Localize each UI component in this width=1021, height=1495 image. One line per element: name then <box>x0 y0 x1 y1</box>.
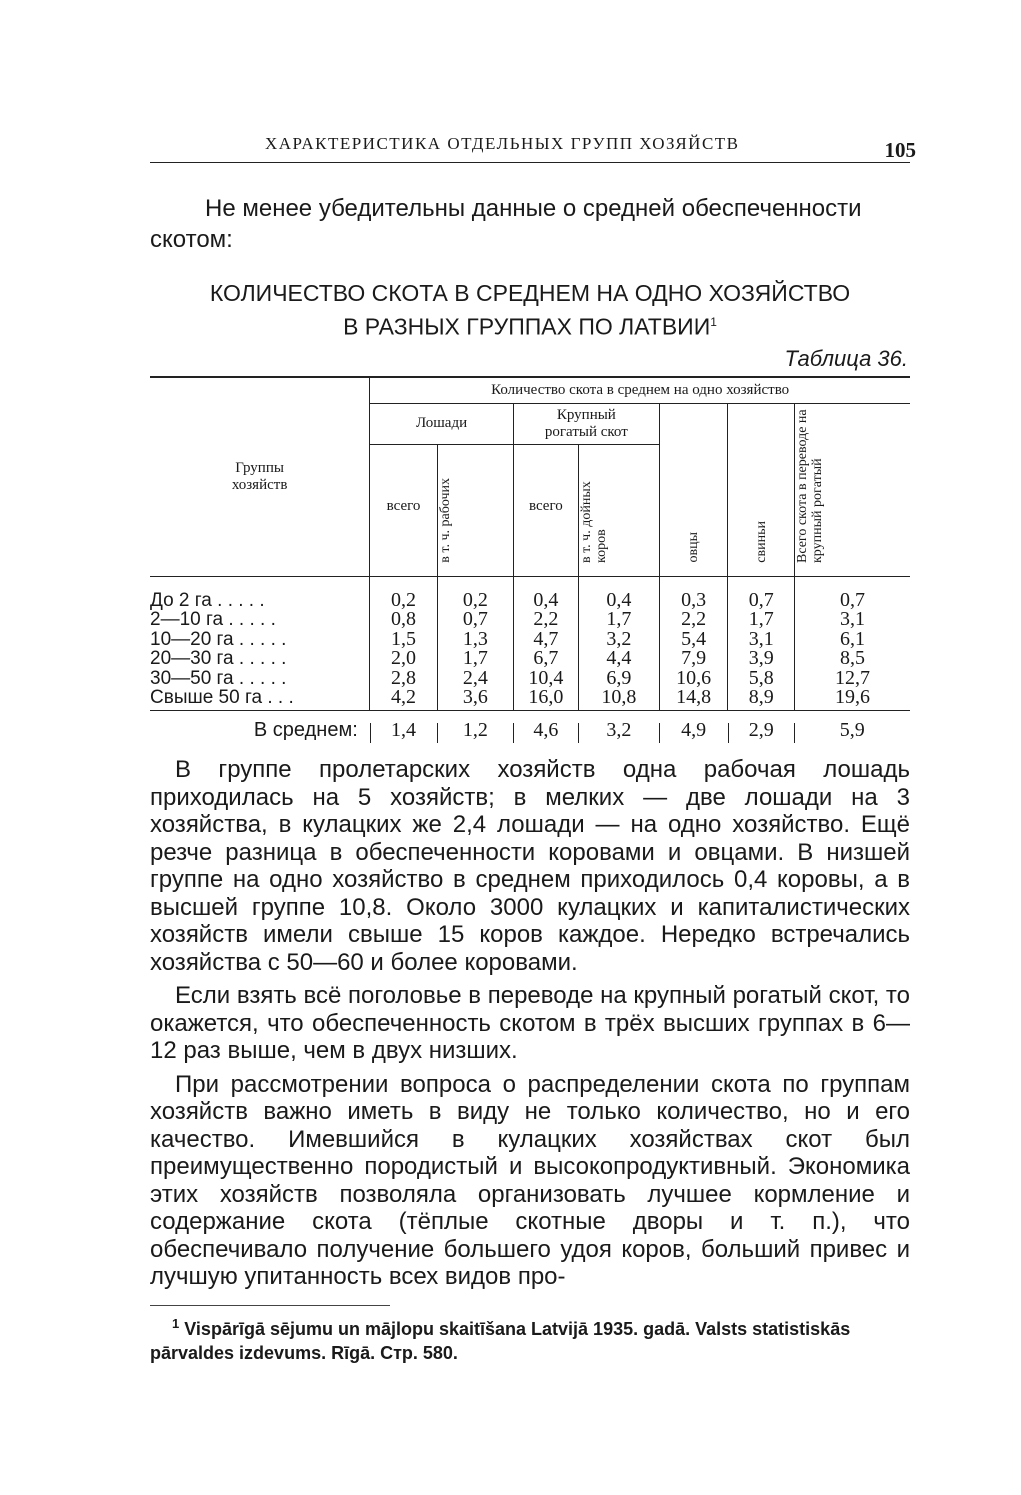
paragraph: Если взять всё поголовье в переводе на крупный рогатый скот, то окажется, что обеспеченность скотом в трёх высших группах в 6—12 раз выше, чем в двух низших. <box>150 982 910 1065</box>
paragraph: В группе пролетарских хозяйств одна рабочая лошадь приходилась на 5 хозяйств; в мелких — две лошади на 3 хозяйства, в кулацких же 2,4 лошади — на одно хозяйство. Ещё резче разница в обеспеченности коровами и овцами. В низшей группе на одно хозяйство в среднем приходилось 0,4 коровы, а в высшей группе 10,8. Около 3000 кулацких и капиталистических хозяйств имели свыше 15 коров каждое. Нередко встречались хозяйства с 50—60 и более коровами. <box>150 756 910 976</box>
footnote-text: Vispārīgā sējumu un mājlopu skaitīšana Latvijā 1935. gadā. Valsts statistiskās pārvaldes izdevums. Rīgā. Стр. 580. <box>150 1318 851 1363</box>
table-row: 20—30 га . . . . . 2,0 1,7 6,7 4,4 7,9 3,9 8,5 <box>150 649 910 669</box>
paragraph: При рассмотрении вопроса о распределении скота по группам хозяйств важно иметь в виду не только количество, но и его качество. Имевшийся в кулацких хозяйствах скот был преимущественно породистый и высокопродуктивный. Экономика этих хозяйств позволяла организовать лучшее кормление и содержание скота (тёплые скотные дворы и т. п.), что обеспечивало получение большего удоя коров, больший привес и лучшую упитанность всех видов про- <box>150 1070 910 1291</box>
livestock-table <box>150 376 910 741</box>
book-page <box>150 130 916 1365</box>
table-number: Таблица 36. <box>784 345 908 371</box>
column-header-horses-total: всего <box>370 444 438 576</box>
table-row: Свыше 50 га . . . 4,2 3,6 16,0 10,8 14,8 8,9 19,6 <box>150 688 910 710</box>
table-title <box>150 279 910 342</box>
column-header-total-cattle-units: Всего скота в переводе на крупный рогатый <box>794 403 910 576</box>
footnote-marker: 1 <box>172 1315 180 1331</box>
table-title-line-1: КОЛИЧЕСТВО СКОТА В СРЕДНЕМ НА ОДНО ХОЗЯЙСТВО <box>209 280 851 306</box>
intro-paragraph: Не менее убедительны данные о средней обеспеченности скотом: <box>150 195 862 253</box>
table-row: 10—20 га . . . . . 1,5 1,3 4,7 3,2 5,4 3,1 6,1 <box>150 630 910 650</box>
column-header-cattle: Крупный рогатый скот <box>513 403 659 444</box>
column-header-groups: Группы хозяйств <box>150 377 370 577</box>
table-row: 30—50 га . . . . . 2,8 2,4 10,4 6,9 10,6 5,8 12,7 <box>150 669 910 689</box>
page-number: 105 <box>884 138 916 162</box>
running-head <box>150 130 916 163</box>
table-row: До 2 га . . . . . 0,2 0,2 0,4 0,4 0,3 0,7 0,7 <box>150 576 910 610</box>
table-title-line-2: В РАЗНЫХ ГРУППАХ ПО ЛАТВИИ$^1$ <box>343 313 717 340</box>
column-header-sheep: овцы <box>659 403 728 576</box>
table-row-average: В среднем: 1,4 1,2 4,6 3,2 4,9 2,9 5,9 <box>150 710 910 740</box>
column-header-pigs: свиньи <box>728 403 795 576</box>
column-header-horses-working: в т. ч. рабочих <box>437 444 513 576</box>
footnote-ref: 1 <box>710 315 717 329</box>
column-header-horses: Лошади <box>370 403 514 444</box>
column-header-main: Количество скота в среднем на одно хозяйство <box>370 377 910 404</box>
footnote-divider <box>150 1305 390 1306</box>
column-header-dairy-cows: в т. ч. дойных коров <box>578 444 659 576</box>
running-title: ХАРАКТЕРИСТИКА ОТДЕЛЬНЫХ ГРУПП ХОЗЯЙСТВ <box>265 134 740 153</box>
table-row: 2—10 га . . . . . 0,8 0,7 2,2 1,7 2,2 1,7 3,1 <box>150 610 910 630</box>
body-text <box>150 756 910 1291</box>
column-header-cattle-total: всего <box>513 444 578 576</box>
footnote <box>150 1312 910 1365</box>
